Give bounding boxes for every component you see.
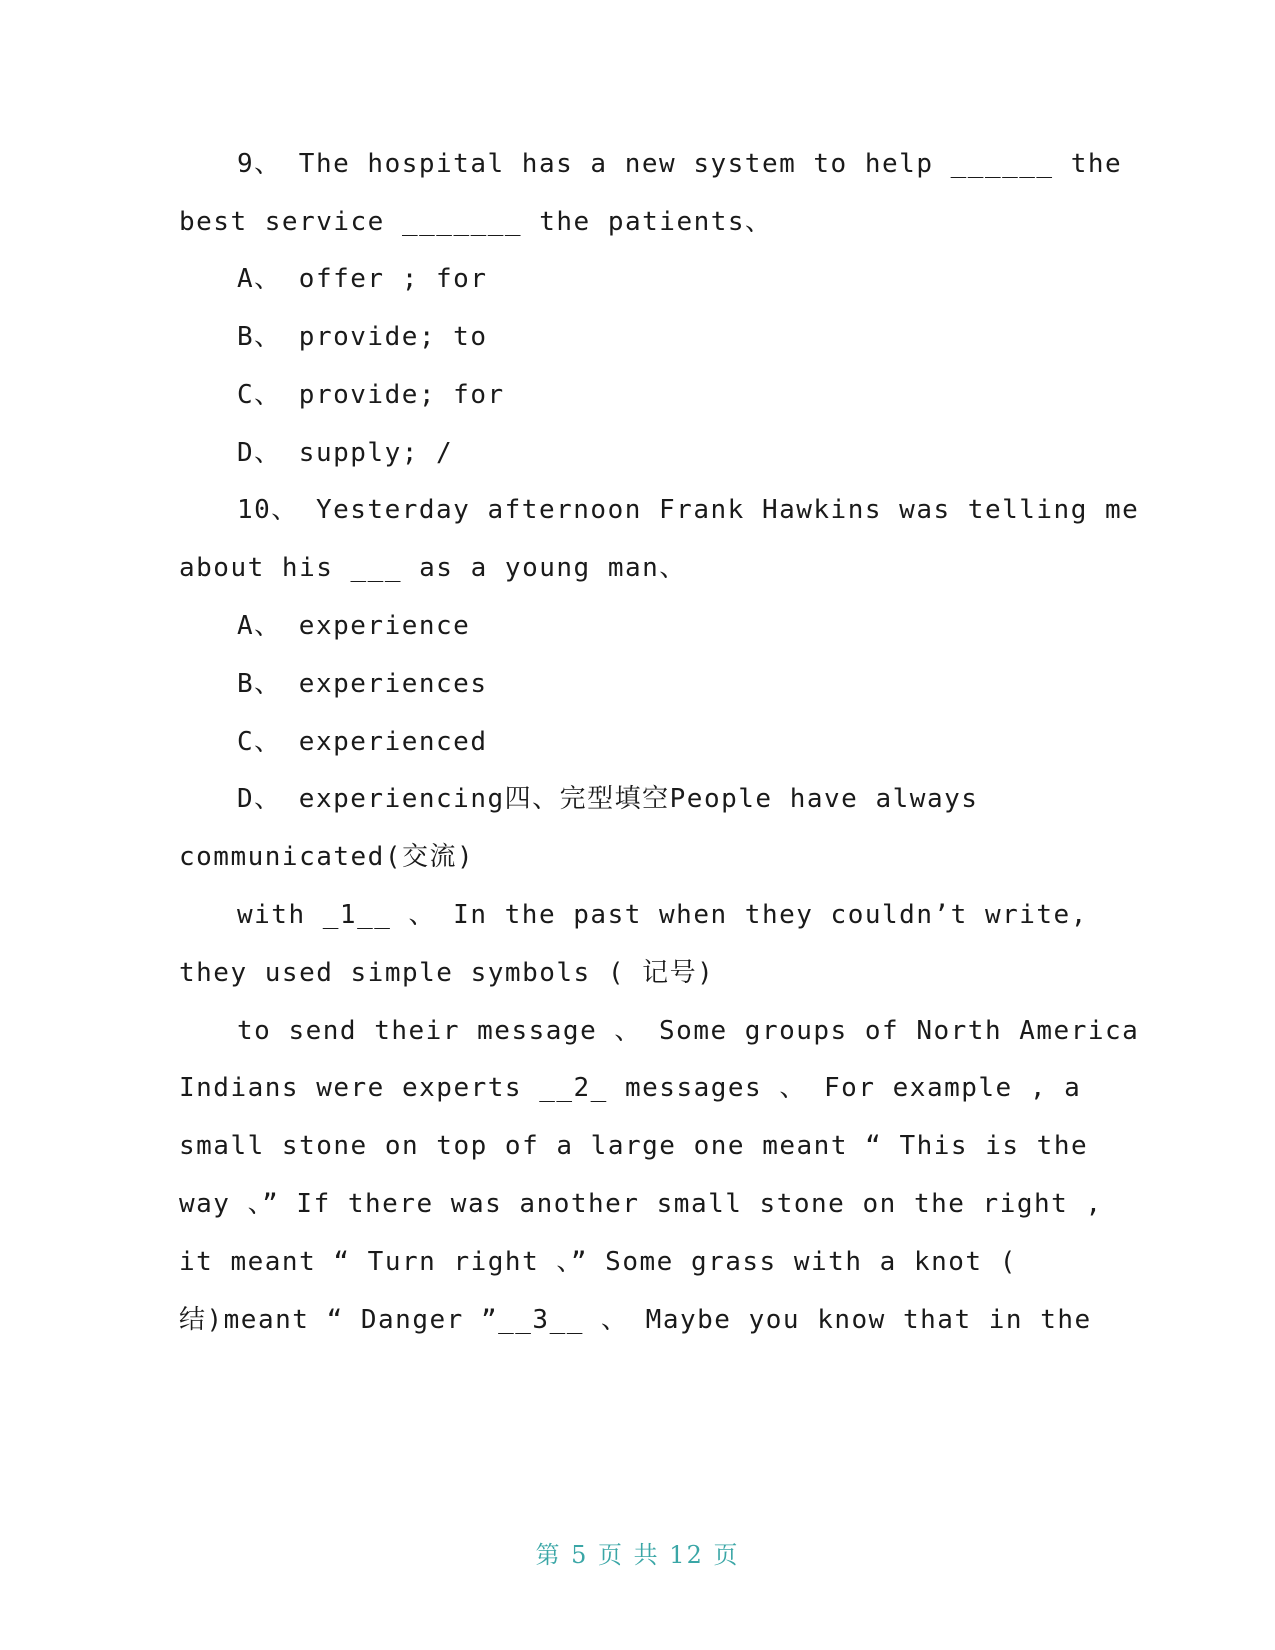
cloze-line: with _1__ 、 In the past when they couldn’t write, <box>237 900 1088 930</box>
question-9-stem-line-1: 9、 The hospital has a new system to help ______ the <box>237 149 1123 179</box>
question-9-stem-line-2: best service _______ the patients、 <box>179 207 773 237</box>
question-9-option-d: D、 supply; / <box>237 438 454 468</box>
cloze-line: communicated(交流) <box>179 842 475 872</box>
question-10-option-c: C、 experienced <box>237 727 488 757</box>
cloze-line: they used simple symbols ( 记号) <box>179 958 715 988</box>
cloze-line: way 、” If there was another small stone on the right , <box>179 1189 1103 1219</box>
cloze-line: it meant “ Turn right 、” Some grass with a knot ( <box>179 1247 1017 1277</box>
question-9-option-b: B、 provide; to <box>237 322 488 352</box>
page-number-footer: 第 5 页 共 12 页 <box>535 1541 740 1569</box>
question-10-stem-line-1: 10、 Yesterday afternoon Frank Hawkins was telling me <box>237 495 1140 525</box>
question-9-option-c: C、 provide; for <box>237 380 505 410</box>
question-10-stem-line-2: about his ___ as a young man、 <box>179 553 687 583</box>
cloze-line: Indians were experts __2_ messages 、 For example , a <box>179 1073 1082 1103</box>
cloze-line: small stone on top of a large one meant “ This is the <box>179 1131 1089 1161</box>
question-10-option-b: B、 experiences <box>237 669 488 699</box>
question-9-option-a: A、 offer ; for <box>237 264 488 294</box>
question-10-option-d: D、 experiencing四、完型填空People have always <box>237 784 979 814</box>
question-10-option-a: A、 experience <box>237 611 471 641</box>
cloze-line: 结)meant “ Danger ”__3__ 、 Maybe you know that in the <box>179 1305 1092 1335</box>
cloze-line: to send their message 、 Some groups of North America <box>237 1016 1140 1046</box>
